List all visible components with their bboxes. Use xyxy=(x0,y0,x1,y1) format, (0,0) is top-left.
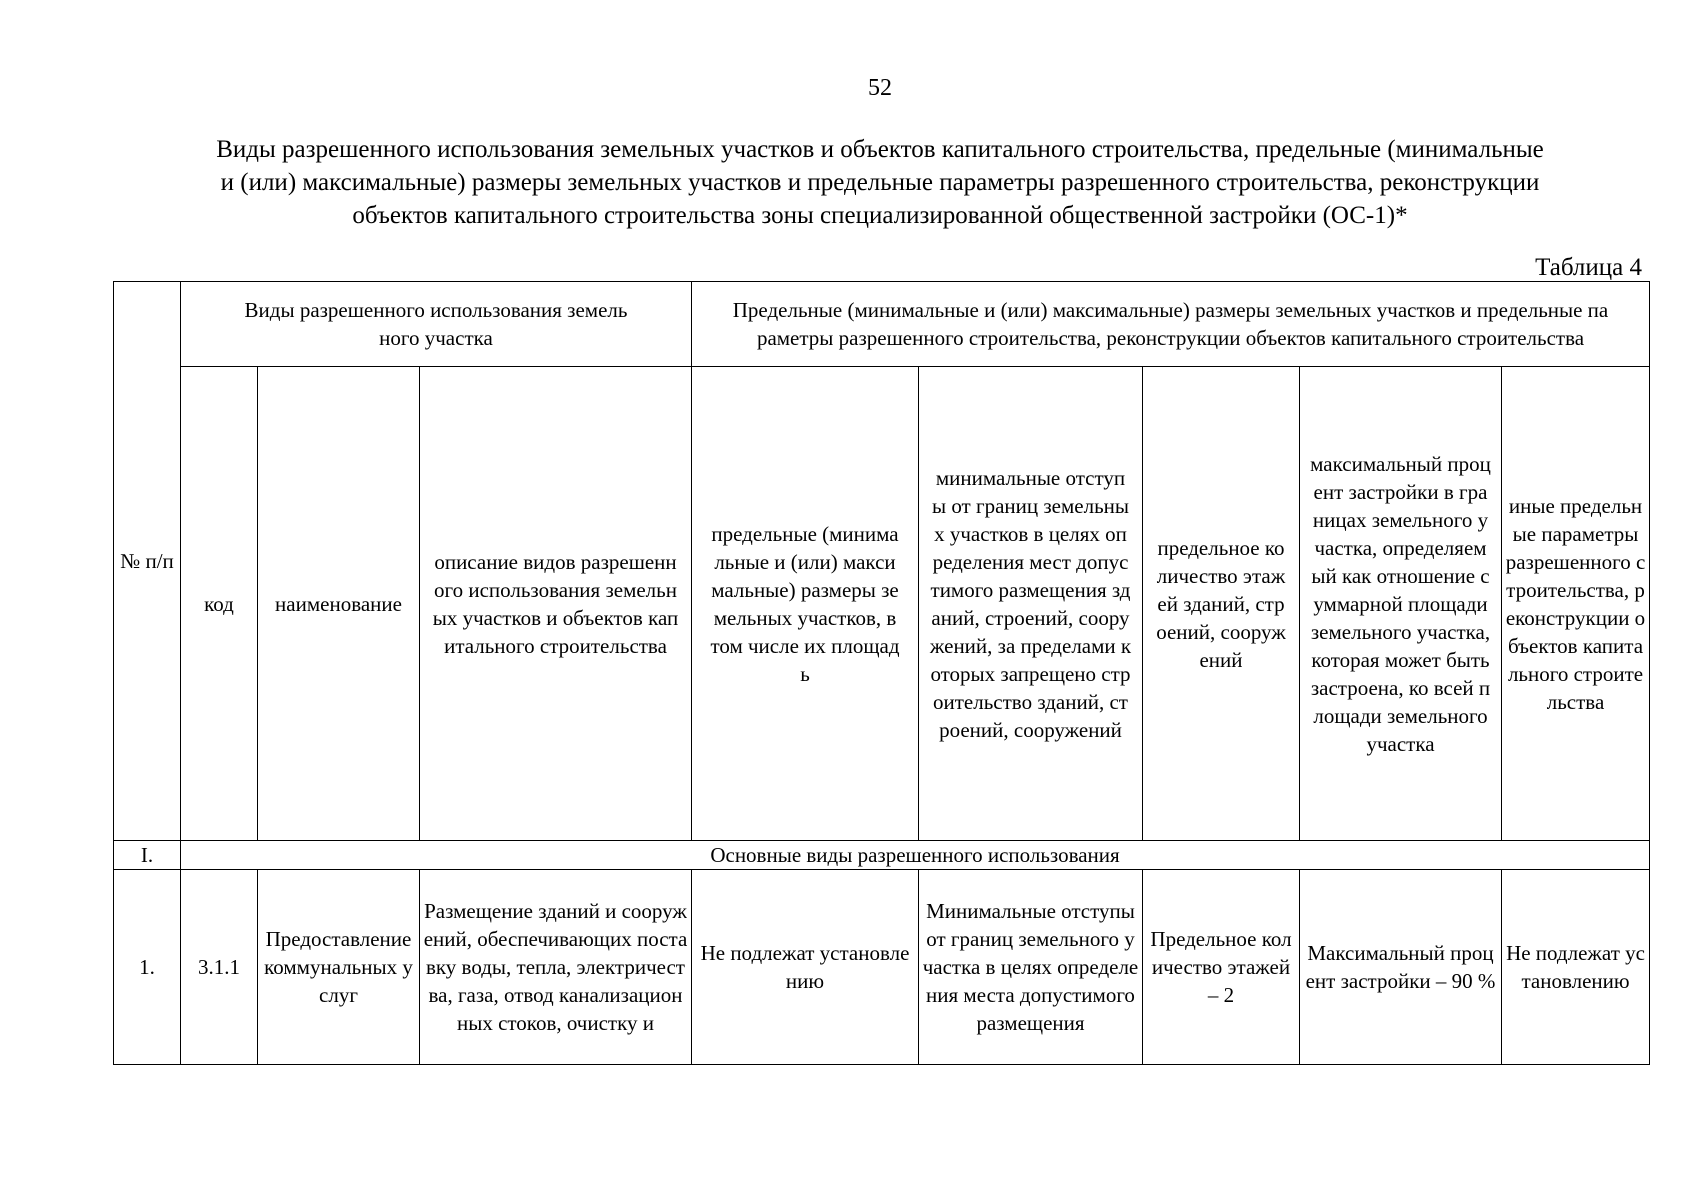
row-plot-size: Не подлежат установлению xyxy=(692,870,919,1065)
permitted-use-table xyxy=(113,281,1650,1065)
section-label: Основные виды разрешенного использования xyxy=(181,841,1650,870)
header-coverage: максимальный процент застройки в границах земельного участка, определяемый как отношение суммарной площади земельного участка, которая может быть застроена, ко всей площади земельного участка xyxy=(1300,367,1502,841)
table-row xyxy=(114,870,1650,1065)
header-row-columns xyxy=(114,367,1650,841)
header-code: код xyxy=(181,367,258,841)
row-description-text: Размещение зданий и сооружений, обеспечивающих поставку воды, тепла, электричества, газа, отвод канализационных стоков, очистку и xyxy=(423,899,688,1035)
table-label: Таблица 4 xyxy=(1535,254,1642,281)
row-setbacks-text: Минимальные отступы от границ земельного участка в целях определения места допустимого размещения xyxy=(922,899,1139,1035)
header-name: наименование xyxy=(258,367,420,841)
header-row-group xyxy=(114,282,1650,367)
header-num: № п/п xyxy=(114,282,181,841)
title-line: и (или) максимальные) размеры земельных участков и предельные параметры разрешенного строительства, реконструкции xyxy=(220,169,1540,196)
section-num: I. xyxy=(114,841,181,870)
title-line: Виды разрешенного использования земельных участков и объектов капитального строительства, предельные (минимальные xyxy=(216,136,1544,163)
row-other: Не подлежат установлению xyxy=(1502,870,1650,1065)
row-num: 1. xyxy=(114,870,181,1065)
page-number: 52 xyxy=(868,75,892,101)
row-coverage: Максимальный процент застройки – 90 % xyxy=(1300,870,1502,1065)
row-code: 3.1.1 xyxy=(181,870,258,1065)
header-group-limits: Предельные (минимальные и (или) максимальные) размеры земельных участков и предельные параметры разрешенного строительства, реконструкции объектов капитального строительства xyxy=(692,282,1650,367)
header-group-uses: Виды разрешенного использования земельного участка xyxy=(181,282,692,367)
row-name: Предоставление коммунальных услуг xyxy=(258,870,420,1065)
row-description xyxy=(420,870,692,1065)
title-line: объектов капитального строительства зоны специализированной общественной застройки (ОС-1)* xyxy=(352,202,1408,229)
header-other: иные предельные параметры разрешенного строительства, реконструкции объектов капитального строительства xyxy=(1502,367,1650,841)
header-setbacks: минимальные отступы от границ земельных участков в целях определения мест допустимого размещения зданий, строений, сооружений, за пределами которых запрещено строительство зданий, строений, сооружений xyxy=(919,367,1143,841)
header-description: описание видов разрешенного использования земельных участков и объектов капитального строительства xyxy=(420,367,692,841)
section-row xyxy=(114,841,1650,870)
header-plot-size: предельные (минимальные и (или) максимальные) размеры земельных участков, в том числе их площадь xyxy=(692,367,919,841)
row-setbacks xyxy=(919,870,1143,1065)
row-floors: Предельное количество этажей – 2 xyxy=(1143,870,1300,1065)
header-floors: предельное количество этажей зданий, строений, сооружений xyxy=(1143,367,1300,841)
document-title xyxy=(110,133,1650,232)
